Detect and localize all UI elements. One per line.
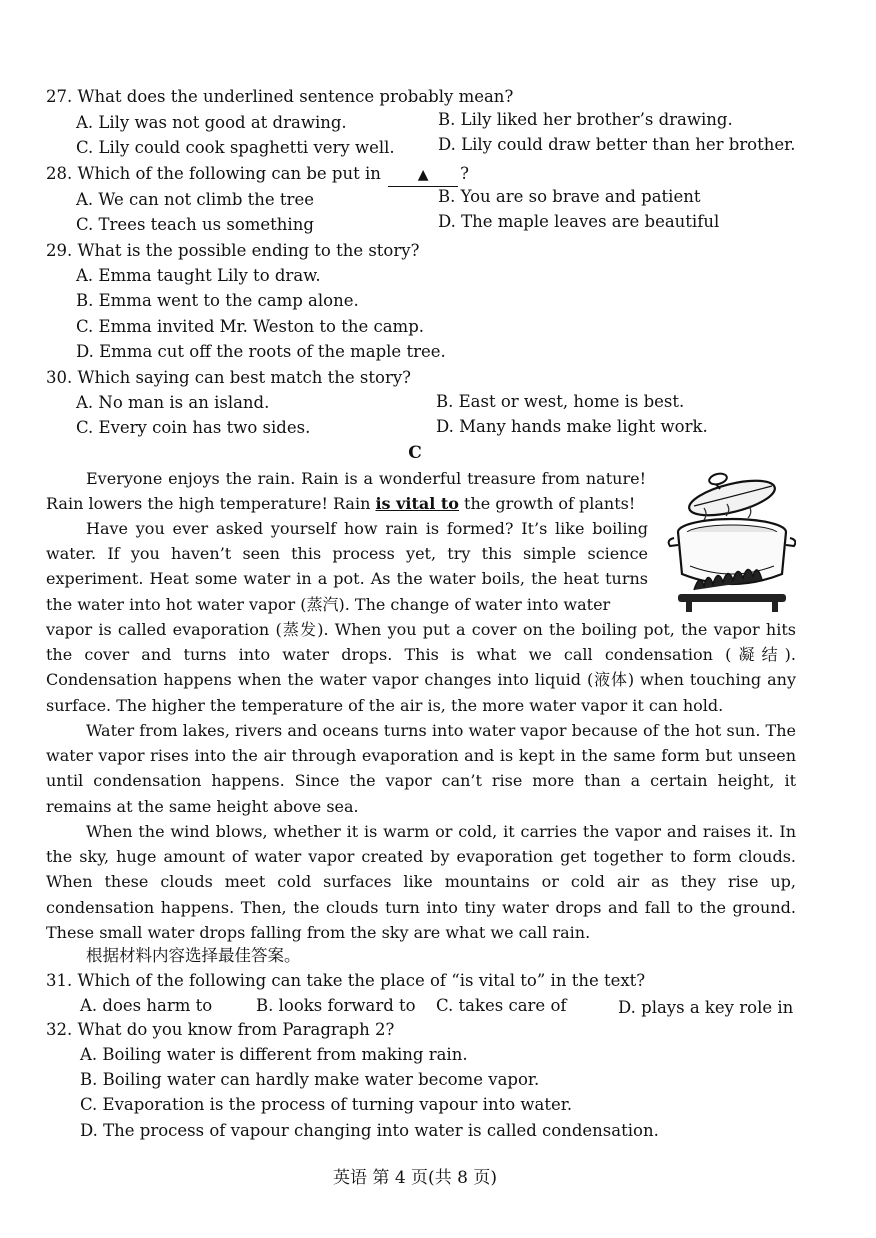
- q28-option-d: D. The maple leaves are beautiful: [438, 212, 720, 231]
- q28-option-b: B. You are so brave and patient: [438, 187, 701, 206]
- underlined-phrase: is vital to: [375, 494, 459, 514]
- q28-option-a: A. We can not climb the tree: [76, 190, 314, 209]
- paragraph-1: [46, 466, 646, 516]
- boiling-pot-icon: [664, 462, 796, 614]
- q30-option-b: B. East or west, home is best.: [436, 392, 685, 411]
- q27-option-b: B. Lily liked her brother’s drawing.: [438, 110, 733, 129]
- q28-option-c: C. Trees teach us something: [76, 215, 314, 234]
- question-31-stem: 31. Which of the following can take the place of “is vital to” in the text?: [46, 971, 646, 990]
- triangle-icon: ▲: [417, 167, 429, 183]
- question-29-stem: 29. What is the possible ending to the story?: [46, 241, 420, 260]
- q30-option-c: C. Every coin has two sides.: [76, 418, 311, 437]
- p1-text-start: Everyone enjoys the rain. Rain is a wonderful treasure from nature! Rain lowers the high temperature! Rain: [46, 469, 646, 514]
- page-footer: 英语 第 4 页(共 8 页): [333, 1168, 497, 1188]
- q31-option-a: A. does harm to: [80, 996, 213, 1015]
- answer-blank: [388, 163, 458, 187]
- q31-option-b: B. looks forward to: [256, 996, 416, 1015]
- q29-option-d: D. Emma cut off the roots of the maple tree.: [76, 342, 446, 361]
- q27-option-c: C. Lily could cook spaghetti very well.: [76, 138, 395, 157]
- paragraph-4: When the wind blows, whether it is warm or cold, it carries the vapor and raises it. In the sky, huge amount of water vapor created by evaporation get together to form clouds. When these clouds meet cold surfaces like mountains or cold air as they rise up, condensation happens. Then, the clouds turn into tiny water drops and fall to the ground. These small water drops falling from the sky are what we call rain.: [46, 822, 796, 942]
- q31-option-c: C. takes care of: [436, 996, 567, 1015]
- q29-option-c: C. Emma invited Mr. Weston to the camp.: [76, 317, 424, 336]
- q32-option-c: C. Evaporation is the process of turning vapour into water.: [80, 1095, 573, 1114]
- question-30-stem: 30. Which saying can best match the story?: [46, 368, 411, 387]
- q31-option-d: D. plays a key role in: [618, 998, 794, 1017]
- instruction: 根据材料内容选择最佳答案。: [86, 946, 301, 965]
- q32-option-b: B. Boiling water can hardly make water become vapor.: [80, 1070, 540, 1089]
- paragraph-3: Water from lakes, rivers and oceans turns into water vapor because of the hot sun. The water vapor rises into the air through evaporation and is kept in the same form but unseen until condensation happens. Since the vapor can’t rise more than a certain height, it remains at the same height above sea.: [46, 721, 796, 816]
- q30-option-d: D. Many hands make light work.: [436, 417, 708, 436]
- q32-option-a: A. Boiling water is different from making rain.: [80, 1045, 468, 1064]
- q30-option-a: A. No man is an island.: [76, 393, 270, 412]
- q28-stem-end: ?: [460, 164, 469, 183]
- paragraph-2-top: Have you ever asked yourself how rain is formed? It’s like boiling water. If you haven’t seen this process yet, try this simple science experiment. Heat some water in a pot. As the water boils, the heat turns the water into hot water vapor (蒸汽). The change of water into water: [46, 519, 648, 614]
- question-28-stem: [46, 163, 469, 187]
- q29-option-a: A. Emma taught Lily to draw.: [76, 266, 321, 285]
- q28-stem-text: 28. Which of the following can be put in: [46, 164, 381, 183]
- q27-option-d: D. Lily could draw better than her brother.: [438, 135, 796, 154]
- question-27-stem: 27. What does the underlined sentence probably mean?: [46, 87, 514, 106]
- q27-option-a: A. Lily was not good at drawing.: [76, 113, 347, 132]
- q32-option-d: D. The process of vapour changing into water is called condensation.: [80, 1121, 659, 1140]
- paragraph-2-bottom: vapor is called evaporation (蒸发). When you put a cover on the boiling pot, the vapor hits the cover and turns into water drops. This is what we call condensation (凝结). Condensation happens when the water vapor changes into liquid (液体) when touching any surface. The higher the temperature of the air is, the more water vapor it can hold.: [46, 620, 796, 715]
- question-32-stem: 32. What do you know from Paragraph 2?: [46, 1020, 395, 1039]
- section-heading: C: [408, 443, 422, 463]
- q29-option-b: B. Emma went to the camp alone.: [76, 291, 359, 310]
- p1-text-end: the growth of plants!: [458, 494, 636, 514]
